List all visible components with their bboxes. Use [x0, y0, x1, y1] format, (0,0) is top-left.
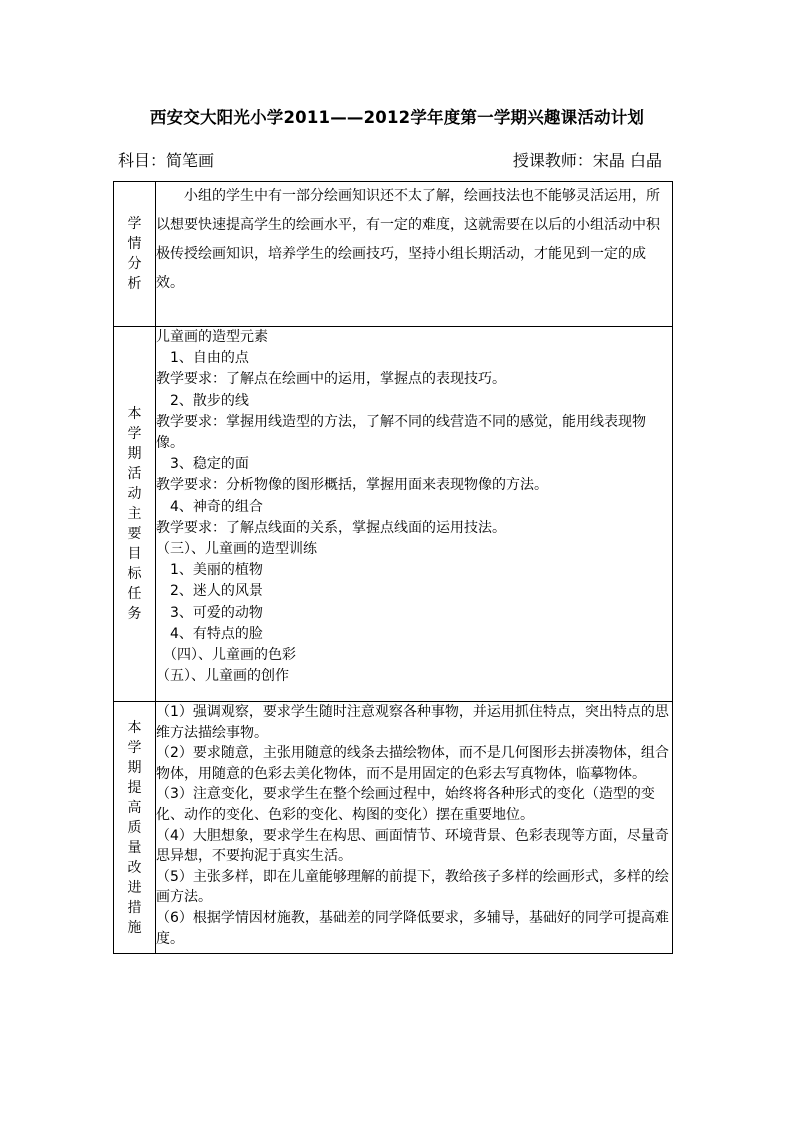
- plan-table: [113, 181, 673, 954]
- label-char: 学: [127, 216, 142, 232]
- label-char: 动: [127, 486, 142, 502]
- goals-line: 教学要求：掌握用线造型的方法，了解不同的线营造不同的感觉，能用线表现物像。: [156, 413, 646, 452]
- label-char: 活: [127, 466, 142, 482]
- document-title: 西安交大阳光小学2011——2012学年度第一学期兴趣课活动计划: [149, 108, 645, 127]
- label-char: 要: [127, 526, 142, 542]
- row-label-goals: [114, 327, 156, 702]
- measure-item: （2）要求随意，主张用随意的线条去描绘物体，而不是几何图形去拼凑物体，组合物体，用随意的色彩去美化物体，而不是用固定的色彩去写真物体，临摹物体。: [156, 745, 669, 782]
- goals-line: （四）、儿童画的色彩: [156, 647, 296, 664]
- label-char: 本: [127, 406, 142, 422]
- goals-line: 2、迷人的风景: [156, 583, 263, 600]
- row-label-analysis: [114, 182, 156, 327]
- row-measures: [114, 702, 673, 954]
- teacher-label: 授课教师：宋晶 白晶: [512, 151, 662, 170]
- measure-item: （6）根据学情因材施教，基础差的同学降低要求，多辅导，基础好的同学可提高难度。: [156, 909, 669, 947]
- measure-item: （1）强调观察，要求学生随时注意观察各种事物，并运用抓住特点，突出特点的思维方法描绘事物。: [156, 704, 669, 741]
- goals-line: 教学要求：了解点在绘画中的运用，掌握点的表现技巧。: [156, 371, 506, 388]
- analysis-paragraph: 小组的学生中有一部分绘画知识还不太了解，绘画技法也不能够灵活运用，所以想要快速提高学生的绘画水平，有一定的难度，这就需要在以后的小组活动中积极传授绘画知识，培养学生的绘画技巧，坚持小组长期活动，才能见到一定的成效。: [156, 182, 673, 327]
- row-goals: [114, 327, 673, 702]
- goals-line: 3、可爱的动物: [156, 604, 263, 621]
- measure-item: （4）大胆想象，要求学生在构思、画面情节、环境背景、色彩表现等方面，尽量奇思异想，不要拘泥于真实生活。: [156, 827, 669, 865]
- label-char: 提: [127, 779, 142, 796]
- goals-line: 教学要求：了解点线面的关系，掌握点线面的运用技法。: [156, 519, 506, 536]
- measure-item: （5）主张多样，即在儿童能够理解的前提下，教给孩子多样的绘画形式，多样的绘画方法。: [156, 868, 669, 906]
- goals-line: （三）、儿童画的造型训练: [156, 541, 317, 558]
- label-char: 进: [127, 879, 142, 896]
- label-char: 分: [127, 256, 142, 272]
- goals-line: 儿童画的造型元素: [156, 329, 268, 345]
- label-char: 期: [127, 759, 142, 776]
- label-char: 期: [127, 446, 142, 462]
- measure-item: （3）注意变化，要求学生在整个绘画过程中，始终将各种形式的变化（造型的变化、动作的变化、色彩的变化、构图的变化）摆在重要地位。: [156, 786, 655, 823]
- goals-line: 3、稳定的面: [156, 456, 249, 473]
- label-char: 标: [127, 566, 142, 582]
- label-char: 量: [127, 839, 142, 856]
- goals-line: 教学要求：分析物像的图形概括，掌握用面来表现物像的方法。: [156, 477, 548, 494]
- label-char: 质: [127, 819, 142, 836]
- goals-content: [156, 327, 673, 702]
- label-char: 高: [127, 799, 142, 816]
- goals-line: 4、神奇的组合: [156, 498, 263, 515]
- label-char: 主: [127, 506, 142, 522]
- label-char: 析: [127, 276, 142, 292]
- label-char: 学: [127, 426, 142, 442]
- label-char: 施: [127, 919, 142, 936]
- label-char: 改: [127, 859, 142, 876]
- label-char: 本: [127, 719, 142, 736]
- label-char: 情: [127, 236, 142, 252]
- goals-line: 4、有特点的脸: [156, 625, 263, 642]
- label-char: 学: [127, 739, 142, 756]
- label-char: 措: [127, 899, 142, 916]
- goals-line: 1、美丽的植物: [156, 562, 263, 579]
- measures-content: [156, 702, 673, 954]
- goals-line: （五）、儿童画的创作: [156, 668, 289, 685]
- row-label-measures: [114, 702, 156, 954]
- goals-line: 1、自由的点: [156, 350, 249, 367]
- label-char: 务: [127, 606, 142, 622]
- subject-label: 科目：简笔画: [118, 151, 215, 170]
- row-analysis: [114, 182, 673, 327]
- goals-line: 2、散步的线: [156, 392, 249, 409]
- label-char: 目: [127, 546, 142, 562]
- label-char: 任: [127, 586, 142, 602]
